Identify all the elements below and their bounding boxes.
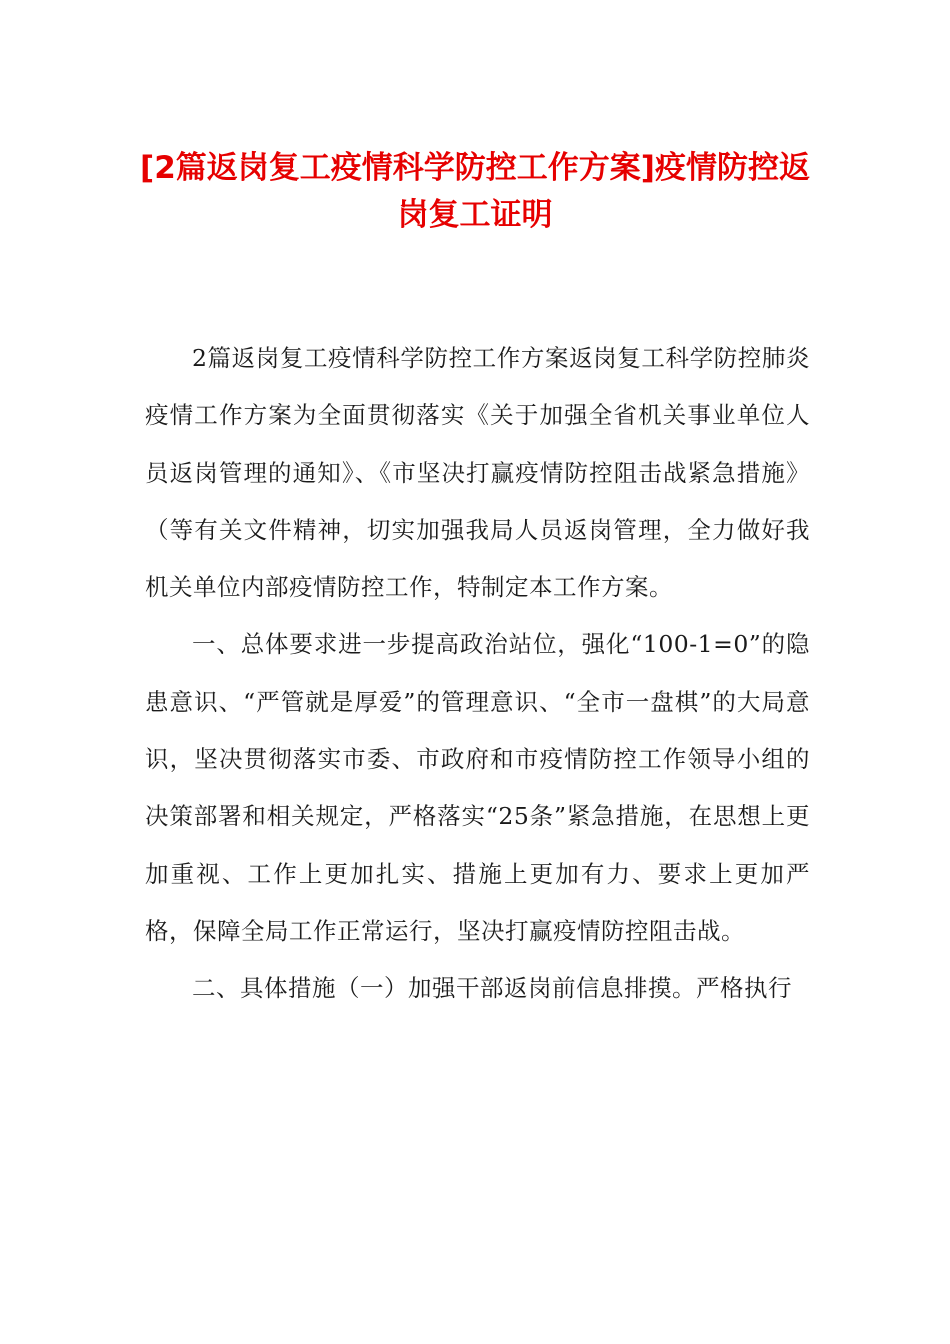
paragraph-intro: 2篇返岗复工疫情科学防控工作方案返岗复工科学防控肺炎疫情工作方案为全面贯彻落实《关于加强全省机关事业单位人员返岗管理的通知》、《市坚决打赢疫情防控阻击战紧急措施》（等有关文件精神，切实加强我局人员返岗管理，全力做好我机关单位内部疫情防控工作，特制定本工作方案。 (145, 344, 810, 602)
paragraph-specific-measures: 二、具体措施（一）加强干部返岗前信息排摸。严格执行 (192, 974, 792, 1003)
document-body (145, 330, 810, 1018)
document-title: [2篇返岗复工疫情科学防控工作方案]疫情防控返岗复工证明 (140, 150, 810, 233)
paragraph-general-requirements: 一、总体要求进一步提高政治站位，强化“100-1=0”的隐患意识、“严管就是厚爱”的管理意识、“全市一盘棋”的大局意识，坚决贯彻落实市委、市政府和市疫情防控工作领导小组的决策部署和相关规定，严格落实“25条”紧急措施，在思想上更加重视、工作上更加扎实、措施上更加有力、要求上更加严格，保障全局工作正常运行，坚决打赢疫情防控阻击战。 (145, 630, 810, 945)
